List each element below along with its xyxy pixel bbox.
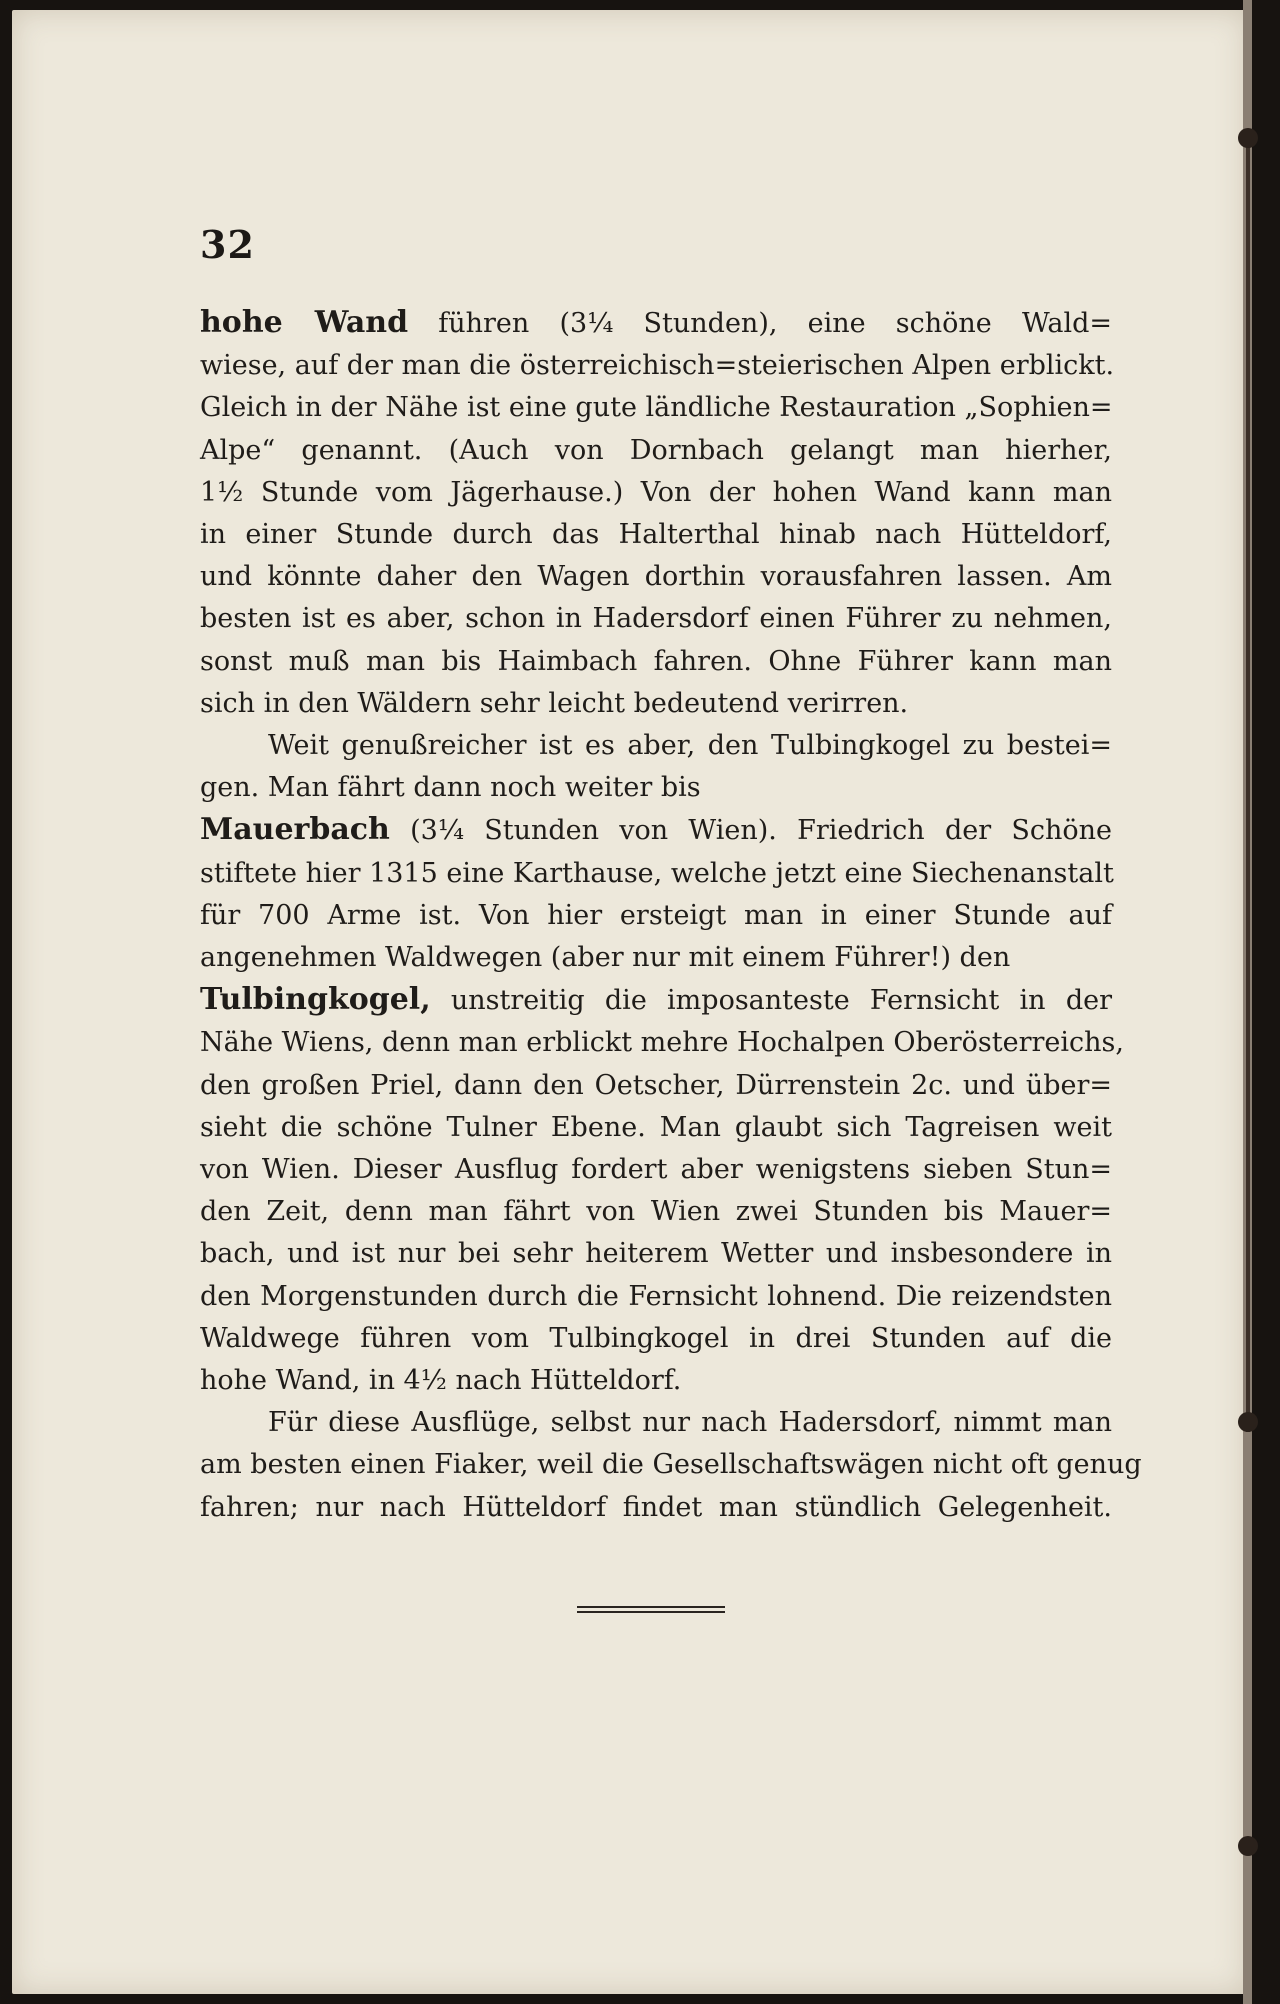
text-line — [200, 1276, 1112, 1318]
line-text: fahren; nur nach Hütteldorf findet man stündlich Gelegenheit. — [200, 1491, 1112, 1523]
text-line — [200, 387, 1112, 429]
line-text: und könnte daher den Wagen dorthin vorausfahren lassen. Am — [200, 561, 1112, 593]
line-text: in einer Stunde durch das Halterthal hinab nach Hütteldorf, — [200, 519, 1112, 551]
line-text: hohe Wand, in 4½ nach Hütteldorf. — [200, 1365, 682, 1397]
line-text: bach, und ist nur bei sehr heiterem Wetter und insbesondere in — [200, 1238, 1112, 1270]
book-page — [12, 10, 1247, 1994]
binding-knot-middle — [1238, 1412, 1258, 1432]
text-line — [200, 725, 1112, 767]
line-text: besten ist es aber, schon in Hadersdorf einen Führer zu nehmen, — [200, 603, 1112, 635]
text-line — [200, 1444, 1142, 1486]
line-text: den großen Priel, dann den Oetscher, Dürrenstein 2c. und über= — [200, 1069, 1112, 1101]
text-line — [200, 979, 1112, 1022]
text-line — [200, 683, 1112, 725]
text-line — [200, 302, 1112, 345]
text-line — [200, 767, 1112, 809]
page-number: 32 — [200, 222, 255, 267]
place-heading: Mauerbach — [200, 812, 390, 848]
text-line — [200, 514, 1112, 556]
text-line — [200, 1233, 1112, 1275]
text-line — [200, 641, 1112, 683]
line-text: für 700 Arme ist. Von hier ersteigt man in einer Stunde auf — [200, 899, 1112, 931]
text-line — [200, 1107, 1112, 1149]
binding-knot-bottom — [1238, 1836, 1258, 1856]
line-text: sonst muß man bis Haimbach fahren. Ohne Führer kann man — [200, 645, 1112, 677]
line-text: Nähe Wiens, denn man erblickt mehre Hochalpen Oberösterreichs, — [200, 1027, 1124, 1059]
line-text: Alpe“ genannt. (Auch von Dornbach gelangt man hierher, — [200, 434, 1112, 466]
text-line — [200, 345, 1115, 387]
line-text: 1½ Stunde vom Jägerhause.) Von der hohen Wand kann man — [200, 476, 1112, 508]
line-text: (3¼ Stunden von Wien). Friedrich der Schöne — [389, 815, 1112, 847]
place-heading: hohe Wand — [200, 305, 409, 340]
text-line — [200, 1360, 1112, 1402]
binding-knot-top — [1238, 128, 1258, 148]
text-line — [200, 1022, 1124, 1064]
line-text: sich in den Wäldern sehr leicht bedeutend verirren. — [200, 687, 909, 719]
line-text: unstreitig die imposanteste Fernsicht in der — [430, 985, 1112, 1017]
text-line — [200, 937, 1112, 979]
line-text: angenehmen Waldwegen (aber nur mit einem Führer!) den — [200, 942, 1011, 974]
line-text: Gleich in der Nähe ist eine gute ländliche Restauration „Sophien= — [200, 392, 1113, 424]
text-line — [200, 598, 1112, 640]
line-text: den Zeit, denn man fährt von Wien zwei Stunden bis Mauer= — [200, 1196, 1112, 1228]
text-line — [200, 895, 1112, 937]
text-line — [200, 1318, 1112, 1360]
place-heading: Tulbingkogel, — [200, 982, 431, 1018]
text-line — [200, 1487, 1112, 1529]
text-line — [200, 1065, 1112, 1107]
text-line — [200, 472, 1112, 514]
text-line — [200, 556, 1112, 598]
text-line — [200, 809, 1112, 852]
line-text: sieht die schöne Tulner Ebene. Man glaubt sich Tagreisen weit — [200, 1111, 1112, 1143]
line-text: führen (3¼ Stunden), eine schöne Wald= — [408, 308, 1112, 339]
text-line — [200, 1149, 1112, 1191]
line-text: Waldwege führen vom Tulbingkogel in drei Stunden auf die — [200, 1322, 1112, 1354]
line-text: Für diese Ausflüge, selbst nur nach Hadersdorf, nimmt man — [268, 1407, 1112, 1439]
body-text — [200, 302, 1142, 1529]
text-line — [200, 430, 1112, 472]
text-line — [200, 1402, 1112, 1444]
text-line — [200, 1191, 1112, 1233]
line-text: stiftete hier 1315 eine Karthause, welche jetzt eine Siechenanstalt — [200, 857, 1114, 889]
line-text: wiese, auf der man die österreichisch=steierischen Alpen erblickt. — [200, 350, 1115, 382]
text-line — [200, 853, 1112, 895]
line-text: den Morgenstunden durch die Fernsicht lohnend. Die reizendsten — [200, 1280, 1112, 1312]
line-text: gen. Man fährt dann noch weiter bis — [200, 772, 701, 804]
line-text: Weit genußreicher ist es aber, den Tulbingkogel zu bestei= — [268, 730, 1112, 762]
end-rule-bottom — [577, 1611, 725, 1613]
line-text: am besten einen Fiaker, weil die Gesellschaftswägen nicht oft genug — [200, 1449, 1142, 1481]
end-rule-top — [577, 1606, 725, 1608]
line-text: von Wien. Dieser Ausflug fordert aber wenigstens sieben Stun= — [200, 1154, 1112, 1186]
binding-thread — [1246, 132, 1250, 1432]
